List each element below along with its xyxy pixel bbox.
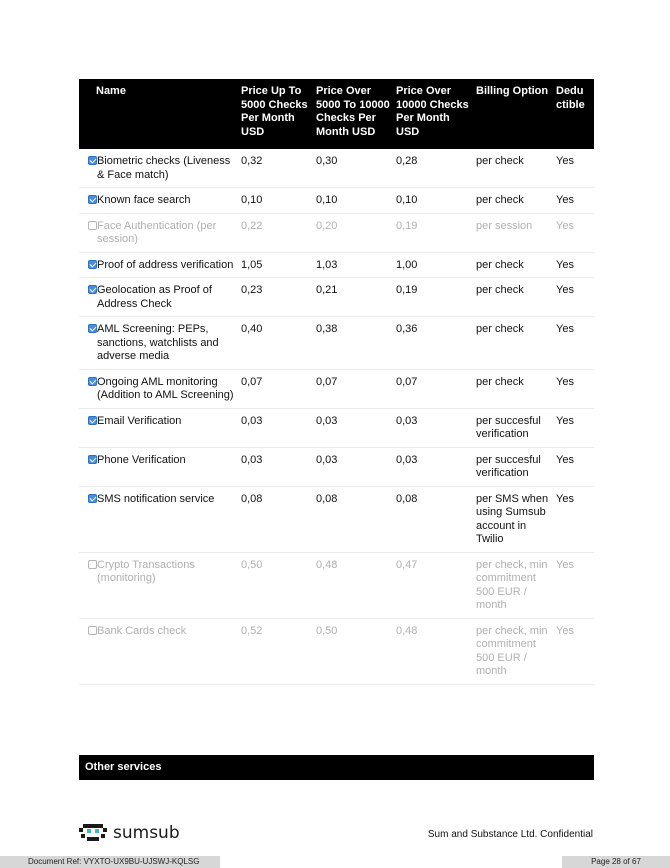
- sumsub-logo: [79, 822, 180, 844]
- table-row: [79, 486, 594, 552]
- price-tier2-cell: 0,48: [313, 552, 393, 618]
- document-reference: Document Ref: VYXTO-UX9BU-UJSWJ-KQLSG: [0, 856, 220, 868]
- service-name: AML Screening: PEPs, sanctions, watchlists and adverse media: [97, 323, 219, 362]
- price-tier1-cell: 0,08: [238, 486, 313, 552]
- billing-option-cell: per session: [473, 213, 553, 252]
- page-number: Page 28 of 67: [562, 856, 670, 868]
- service-checkbox-checked[interactable]: [88, 416, 97, 425]
- price-tier1-cell: 0,10: [238, 188, 313, 214]
- deductible-cell: Yes: [553, 552, 594, 618]
- header-tier1: Price Up To 5000 Checks Per Month USD: [238, 79, 313, 149]
- price-tier2-cell: 0,10: [313, 188, 393, 214]
- billing-option-cell: per SMS when using Sumsub account in Twilio: [473, 486, 553, 552]
- price-tier2-cell: 0,21: [313, 278, 393, 317]
- service-checkbox-checked[interactable]: [88, 494, 97, 503]
- logo-text: sumsub: [113, 823, 180, 843]
- service-name: Known face search: [97, 194, 191, 206]
- table-row: [79, 317, 594, 370]
- table-row: [79, 408, 594, 447]
- service-cell: [79, 552, 238, 618]
- price-tier1-cell: 0,50: [238, 552, 313, 618]
- header-tier2: Price Over 5000 To 10000 Checks Per Month USD: [313, 79, 393, 149]
- price-tier1-cell: 0,22: [238, 213, 313, 252]
- price-tier1-cell: 0,40: [238, 317, 313, 370]
- table-row: [79, 213, 594, 252]
- price-tier2-cell: 1,03: [313, 252, 393, 278]
- service-checkbox-checked[interactable]: [88, 455, 97, 464]
- service-checkbox-unchecked[interactable]: [88, 560, 97, 569]
- service-cell: [79, 278, 238, 317]
- deductible-cell: Yes: [553, 317, 594, 370]
- service-cell: [79, 252, 238, 278]
- price-tier3-cell: 0,28: [393, 149, 473, 188]
- service-name: SMS notification service: [97, 492, 215, 505]
- price-tier3-cell: 0,03: [393, 408, 473, 447]
- price-tier1-cell: 0,52: [238, 618, 313, 684]
- service-cell: [79, 317, 238, 370]
- price-tier3-cell: 0,07: [393, 369, 473, 408]
- price-tier3-cell: 0,19: [393, 213, 473, 252]
- deductible-cell: Yes: [553, 149, 594, 188]
- service-checkbox-checked[interactable]: [88, 260, 97, 269]
- header-deductible: Dedu ctible: [553, 79, 594, 149]
- price-tier3-cell: 0,47: [393, 552, 473, 618]
- sumsub-logo-icon: [79, 823, 107, 843]
- deductible-cell: Yes: [553, 188, 594, 214]
- billing-option-cell: per succesful verification: [473, 408, 553, 447]
- deductible-cell: Yes: [553, 278, 594, 317]
- table-row: [79, 252, 594, 278]
- price-tier2-cell: 0,38: [313, 317, 393, 370]
- table-row: [79, 278, 594, 317]
- service-name: Crypto Transactions (monitoring): [97, 558, 195, 584]
- service-checkbox-checked[interactable]: [88, 324, 97, 333]
- price-tier1-cell: 0,03: [238, 408, 313, 447]
- deductible-cell: Yes: [553, 618, 594, 684]
- header-name: Name: [79, 79, 238, 149]
- service-checkbox-checked[interactable]: [88, 195, 97, 204]
- confidential-note: Sum and Substance Ltd. Confidential: [427, 829, 593, 840]
- deductible-cell: Yes: [553, 213, 594, 252]
- price-tier2-cell: 0,03: [313, 447, 393, 486]
- price-tier1-cell: 0,23: [238, 278, 313, 317]
- pricing-table-container: [79, 79, 594, 685]
- price-tier1-cell: 0,07: [238, 369, 313, 408]
- price-tier3-cell: 0,19: [393, 278, 473, 317]
- table-row: [79, 188, 594, 214]
- price-tier3-cell: 0,36: [393, 317, 473, 370]
- billing-option-cell: per check: [473, 149, 553, 188]
- price-tier3-cell: 0,48: [393, 618, 473, 684]
- price-tier2-cell: 0,20: [313, 213, 393, 252]
- price-tier1-cell: 0,32: [238, 149, 313, 188]
- price-tier1-cell: 0,03: [238, 447, 313, 486]
- service-checkbox-unchecked[interactable]: [88, 626, 97, 635]
- other-services-header: Other services: [79, 755, 594, 780]
- price-tier1-cell: 1,05: [238, 252, 313, 278]
- billing-option-cell: per check: [473, 317, 553, 370]
- price-tier2-cell: 0,07: [313, 369, 393, 408]
- service-name: Face Authentication (per session): [97, 219, 217, 245]
- pricing-table: [79, 79, 594, 685]
- service-cell: [79, 486, 238, 552]
- deductible-cell: Yes: [553, 369, 594, 408]
- table-row: [79, 369, 594, 408]
- price-tier3-cell: 0,08: [393, 486, 473, 552]
- service-name: Ongoing AML monitoring (Addition to AML Screening): [97, 375, 234, 401]
- header-billing: Billing Option: [473, 79, 553, 149]
- deductible-cell: Yes: [553, 408, 594, 447]
- table-row: [79, 552, 594, 618]
- price-tier2-cell: 0,30: [313, 149, 393, 188]
- price-tier2-cell: 0,08: [313, 486, 393, 552]
- service-cell: [79, 618, 238, 684]
- service-cell: [79, 408, 238, 447]
- service-name: Proof of address verification: [97, 258, 234, 271]
- deductible-cell: Yes: [553, 252, 594, 278]
- billing-option-cell: per check: [473, 369, 553, 408]
- service-name: Email Verification: [97, 414, 182, 427]
- service-cell: [79, 149, 238, 188]
- billing-option-cell: per check: [473, 252, 553, 278]
- price-tier3-cell: 0,10: [393, 188, 473, 214]
- price-tier2-cell: 0,50: [313, 618, 393, 684]
- deductible-cell: Yes: [553, 486, 594, 552]
- table-row: [79, 149, 594, 188]
- service-name: Phone Verification: [97, 453, 186, 466]
- table-header-row: [79, 79, 594, 149]
- service-cell: [79, 213, 238, 252]
- price-tier3-cell: 0,03: [393, 447, 473, 486]
- service-cell: [79, 369, 238, 408]
- deductible-cell: Yes: [553, 447, 594, 486]
- service-checkbox-checked[interactable]: [88, 377, 97, 386]
- billing-option-cell: per check: [473, 278, 553, 317]
- service-checkbox-checked[interactable]: [88, 156, 97, 165]
- billing-option-cell: per check, min commitment 500 EUR / month: [473, 618, 553, 684]
- service-name: Geolocation as Proof of Address Check: [97, 284, 212, 310]
- service-name: Bank Cards check: [97, 624, 187, 637]
- billing-option-cell: per check, min commitment 500 EUR / month: [473, 552, 553, 618]
- service-checkbox-checked[interactable]: [88, 285, 97, 294]
- table-row: [79, 447, 594, 486]
- price-tier3-cell: 1,00: [393, 252, 473, 278]
- service-cell: [79, 188, 238, 214]
- service-name: Biometric checks (Liveness & Face match): [97, 155, 231, 181]
- header-tier3: Price Over 10000 Checks Per Month USD: [393, 79, 473, 149]
- billing-option-cell: per check: [473, 188, 553, 214]
- table-row: [79, 618, 594, 684]
- service-checkbox-unchecked[interactable]: [88, 221, 97, 230]
- price-tier2-cell: 0,03: [313, 408, 393, 447]
- service-cell: [79, 447, 238, 486]
- billing-option-cell: per succesful verification: [473, 447, 553, 486]
